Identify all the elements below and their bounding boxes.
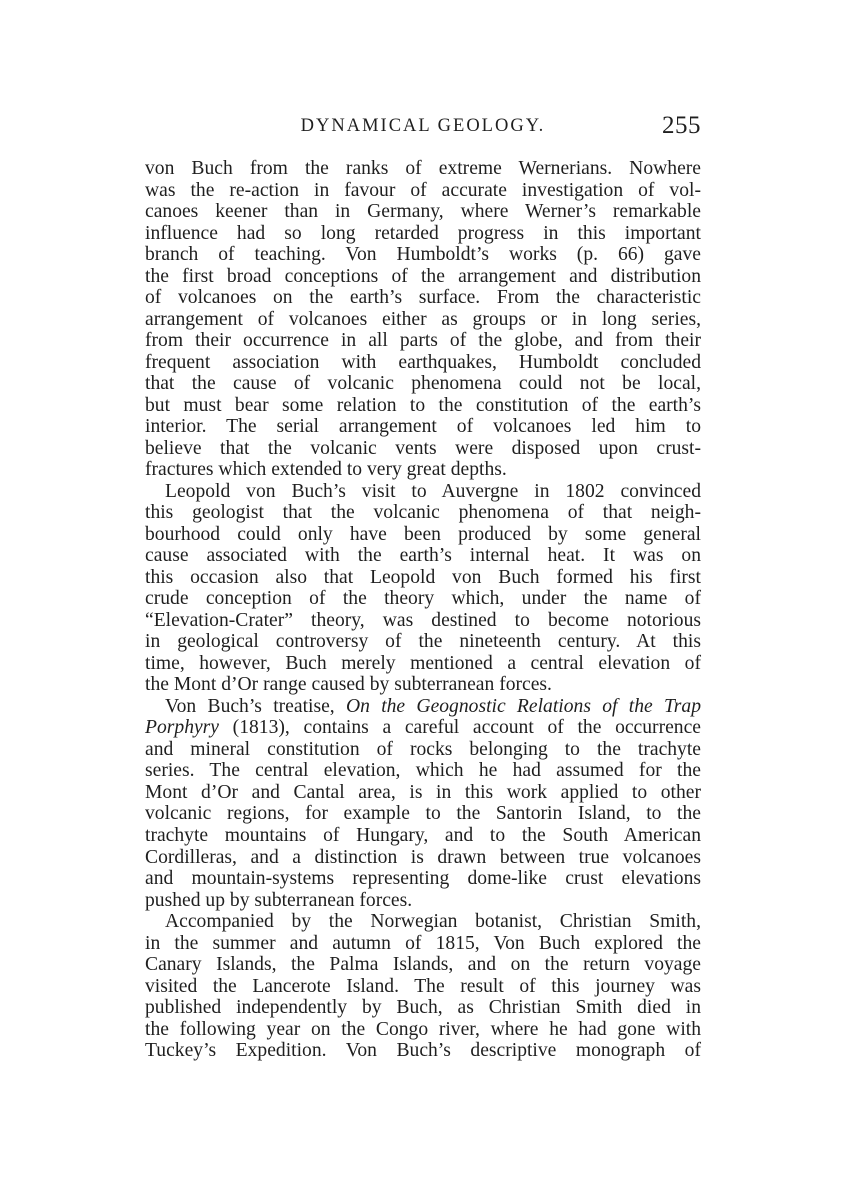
text-line: frequent association with earthquakes, Humboldt concluded	[145, 351, 701, 373]
book-title-italic: Porphyry	[145, 717, 220, 739]
body-text	[145, 158, 701, 1062]
text-line: believe that the volcanic vents were disposed upon crust-	[145, 437, 701, 459]
text-line: and mineral constitution of rocks belonging to the trachyte	[145, 738, 701, 760]
text-line: the following year on the Congo river, where he had gone with	[145, 1018, 701, 1040]
text-line: time, however, Buch merely mentioned a central elevation of	[145, 652, 701, 674]
text-line: Tuckey’s Expedition. Von Buch’s descriptive monograph of	[145, 1040, 701, 1062]
text-line: this geologist that the volcanic phenomena of that neigh-	[145, 502, 701, 524]
text-run: Von Buch’s treatise,	[165, 695, 346, 717]
text-line: bourhood could only have been produced by some general	[145, 523, 701, 545]
text-line: in the summer and autumn of 1815, Von Buch explored the	[145, 932, 701, 954]
text-line: Canary Islands, the Palma Islands, and on the return voyage	[145, 954, 701, 976]
text-line: canoes keener than in Germany, where Werner’s remarkable	[145, 201, 701, 223]
text-line: crude conception of the theory which, under the name of	[145, 588, 701, 610]
text-line: that the cause of volcanic phenomena could not be local,	[145, 373, 701, 395]
text-line: Mont d’Or and Cantal area, is in this work applied to other	[145, 781, 701, 803]
text-line: volcanic regions, for example to the Santorin Island, to the	[145, 803, 701, 825]
text-line	[145, 717, 701, 739]
text-run: (1813), contains a careful account of the occurrence	[219, 717, 701, 739]
page-number: 255	[662, 112, 701, 139]
text-line: of volcanoes on the earth’s surface. From the characteristic	[145, 287, 701, 309]
paragraph-first-line: Accompanied by the Norwegian botanist, Christian Smith,	[165, 911, 701, 933]
text-line: interior. The serial arrangement of volcanoes led him to	[145, 416, 701, 438]
paragraph-first-line: Leopold von Buch’s visit to Auvergne in 1802 convinced	[165, 480, 701, 502]
text-line: visited the Lancerote Island. The result of this journey was	[145, 975, 701, 997]
text-line: published independently by Buch, as Christian Smith died in	[145, 997, 701, 1019]
running-head	[145, 112, 701, 148]
text-line: and mountain-systems representing dome-like crust elevations	[145, 868, 701, 890]
text-line: this occasion also that Leopold von Buch formed his first	[145, 566, 701, 588]
text-line: influence had so long retarded progress in this important	[145, 222, 701, 244]
text-line: von Buch from the ranks of extreme Wernerians. Nowhere	[145, 158, 701, 179]
text-line: trachyte mountains of Hungary, and to the South American	[145, 824, 701, 846]
book-title-italic: On the Geognostic Relations of the Trap	[345, 695, 702, 717]
text-line: branch of teaching. Von Humboldt’s works (p. 66) gave	[145, 244, 701, 266]
text-line: the Mont d’Or range caused by subterranean forces.	[145, 674, 552, 696]
text-line: from their occurrence in all parts of the globe, and from their	[145, 330, 701, 352]
text-line: series. The central elevation, which he had assumed for the	[145, 760, 701, 782]
text-line: arrangement of volcanoes either as groups or in long series,	[145, 308, 701, 330]
text-line: pushed up by subterranean forces.	[145, 889, 413, 911]
running-title: DYNAMICAL GEOLOGY.	[300, 116, 546, 136]
text-line: in geological controversy of the nineteenth century. At this	[145, 631, 701, 653]
text-line: the first broad conceptions of the arrangement and distribution	[145, 265, 701, 287]
text-line: “Elevation-Crater” theory, was destined to become notorious	[145, 609, 701, 631]
paragraph-first-line	[145, 696, 701, 718]
text-line: cause associated with the earth’s internal heat. It was on	[145, 545, 701, 567]
text-line: but must bear some relation to the constitution of the earth’s	[145, 394, 701, 416]
text-line: Cordilleras, and a distinction is drawn between true volcanoes	[145, 846, 701, 868]
text-line: fractures which extended to very great depths.	[145, 459, 507, 481]
text-line: was the re-action in favour of accurate investigation of vol-	[145, 179, 701, 201]
